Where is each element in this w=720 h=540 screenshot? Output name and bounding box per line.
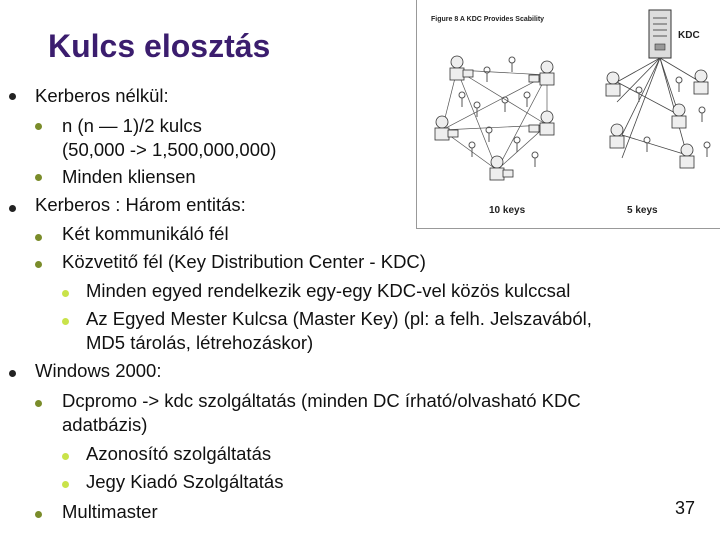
list-item: Kerberos nélkül: <box>35 85 169 106</box>
bullet-dot <box>62 290 69 297</box>
list-item: Azonosító szolgáltatás <box>86 443 272 464</box>
bullet-dot <box>35 511 42 518</box>
bullet-dot <box>62 453 69 460</box>
bullet-dot <box>35 400 42 407</box>
list-item: Minden kliensen <box>62 166 196 187</box>
bullet-dot <box>35 234 42 241</box>
bullet-dot <box>35 261 42 268</box>
bullet-dot <box>9 205 16 212</box>
page-number: 37 <box>674 498 695 518</box>
bullet-dot <box>62 318 69 325</box>
list-item: Jegy Kiadó Szolgáltatás <box>86 471 284 492</box>
list-item: Windows 2000: <box>35 360 162 381</box>
left-keys-label: 10 keys <box>489 205 526 216</box>
bullet-dot <box>35 123 42 130</box>
kdc-server-icon <box>649 10 671 58</box>
bullet-dot <box>62 481 69 488</box>
list-item: Dcpromo -> kdc szolgáltatás (minden DC írható/olvasható KDC <box>62 390 581 411</box>
list-item: Kerberos : Három entitás: <box>35 194 246 215</box>
list-item: MD5 tárolás, létrehozáskor) <box>86 332 314 353</box>
list-item: adatbázis) <box>62 414 148 435</box>
bullet-dot <box>9 370 16 377</box>
list-item: Közvetitő fél (Key Distribution Center - KDC) <box>62 251 426 272</box>
list-item: (50,000 -> 1,500,000,000) <box>62 139 277 160</box>
list-item: Az Egyed Mester Kulcsa (Master Key) (pl: a felh. Jelszavából, <box>86 308 592 329</box>
slide-title: Kulcs elosztás <box>48 28 271 64</box>
kdc-network-diagram <box>417 0 720 228</box>
kdc-scalability-figure <box>416 0 720 229</box>
mesh-lines <box>442 70 547 170</box>
list-item: Két kommunikáló fél <box>62 223 229 244</box>
list-item: Multimaster <box>62 501 158 522</box>
bullet-dot <box>9 93 16 100</box>
kdc-label: KDC <box>678 30 700 41</box>
right-keys-label: 5 keys <box>627 205 658 216</box>
figure-caption: Figure 8 A KDC Provides Scability <box>431 16 545 23</box>
list-item: Minden egyed rendelkezik egy-egy KDC-vel közös kulccsal <box>86 280 571 301</box>
list-item: n (n — 1)/2 kulcs <box>62 115 202 136</box>
bullet-dot <box>35 174 42 181</box>
